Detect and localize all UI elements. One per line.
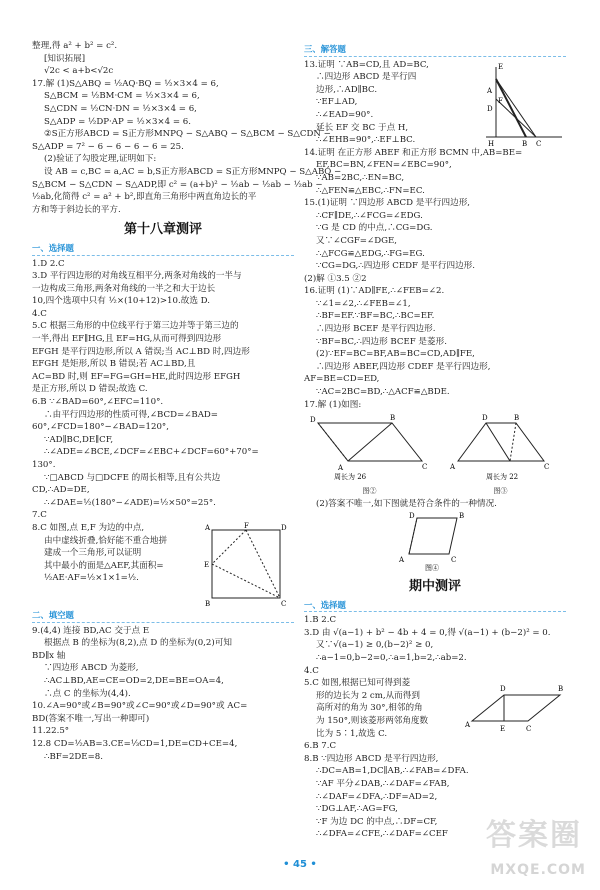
- label: E: [500, 725, 506, 734]
- label: C: [526, 725, 532, 734]
- line: 13.证明 ∵AB=CD,且 AD=BC,: [304, 59, 429, 70]
- line: 5.C 如图,根据已知可得到菱: [304, 678, 411, 689]
- line: CD,∴AD=DE,: [32, 485, 90, 496]
- q17-fig-captions: [304, 485, 566, 498]
- line: 60°,∠FCD=180°−∠BAD=120°,: [32, 422, 169, 433]
- line: 12.8 CD=½AB=3.CE=⅓CD=1,DE=CD+CE=4,: [32, 738, 238, 749]
- line: 8.C 如图,点 E,F 为边的中点,: [32, 522, 145, 533]
- square-figure: [204, 522, 288, 606]
- label: E: [498, 62, 504, 71]
- line: ②S正方形ABCD = S正方形MNPQ − S△ABQ − S△BCM − S△CDN −: [44, 129, 331, 140]
- line: 整理,得 a² + b² = c².: [32, 41, 118, 51]
- page-number: • 45 •: [283, 859, 317, 871]
- label: A: [399, 556, 405, 565]
- line: ∴△FEN≌△EBC,∴FN=EC.: [316, 185, 425, 196]
- line: 130°.: [32, 460, 56, 470]
- line: [知识拓展]: [44, 53, 86, 64]
- line: 1.D 2.C: [32, 258, 65, 269]
- line: (2)∵EF=BC=BF,AB=BC=CD,AD∥FE,: [316, 349, 475, 360]
- line: 4.C: [32, 308, 47, 319]
- line: S△ADP = 7² − 6 − 6 − 6 − 6 = 25.: [32, 141, 184, 152]
- q17-figure-3: [446, 411, 566, 485]
- label: A: [487, 86, 493, 95]
- line: 根据点 B 的坐标为(8,2),点 D 的坐标为(0,2)可知: [44, 638, 232, 649]
- line: AF=BE=CD=ED,: [304, 374, 380, 385]
- line: ∴AC⊥BD,AE=CE=OD=2,DE=BE=OA=4,: [44, 675, 224, 686]
- label: A: [465, 721, 471, 730]
- line: ∴四边形 ABCD 是平行四: [316, 72, 417, 83]
- q17-figure-4: [395, 510, 475, 572]
- label: A: [450, 463, 456, 472]
- line: ∴CF∥DE,∴∠FCG=∠EDG.: [316, 210, 423, 221]
- line: 又∵√(a−1) ≥ 0,(b−2)² ≥ 0,: [316, 640, 434, 651]
- line: 6.B ∵∠BAD=60°,∠EFC=110°.: [32, 397, 164, 408]
- label: D: [487, 104, 493, 113]
- watermark: [440, 818, 590, 884]
- line: ∴∠DAE=½(180°−∠ADE)=½×50°=25°.: [44, 497, 216, 508]
- label: A: [338, 464, 344, 473]
- line: 17.解 (1)如图:: [304, 399, 362, 410]
- caption: 图②: [362, 487, 377, 496]
- line: 10.∠A=90°或∠B=90°或∠C=90°或∠D=90°或 AC=: [32, 701, 248, 712]
- line: ∵G 是 CD 的中点,∴CG=DG.: [316, 223, 433, 234]
- section-heading: 二、填空题: [32, 609, 294, 623]
- line: 6.B 7.C: [304, 741, 337, 752]
- label: C: [451, 556, 457, 565]
- line: ½AE·AF=½×1×1=½.: [44, 573, 139, 584]
- line: 17.解 (1)S△ABQ = ½AQ·BQ = ½×3×4 = 6,: [32, 78, 219, 89]
- line: S△BCM = ½BM·CM = ½×3×4 = 6,: [44, 91, 200, 102]
- label: C: [422, 463, 428, 472]
- line: 又∵∠CGF=∠DGE,: [316, 235, 397, 246]
- line: 3.D 平行四边形的对角线互相平分,两条对角线的一半与: [32, 271, 242, 282]
- line: ∵AB=2BC,∴EN=BC,: [316, 172, 405, 183]
- line: AC=BD 时,则 EF=FG=GH=HE,此时四边形 EFGH: [32, 371, 241, 382]
- section-heading: 一、选择题: [32, 242, 294, 256]
- line: 10,四个选项中只有 ½×(10+12)>10.故选 D.: [32, 296, 210, 307]
- line: 建成一个三角形,可以证明: [44, 548, 142, 559]
- line: 一半,得出 EF∥HG,且 EF=HG,从而可得到四边形: [32, 334, 222, 345]
- label: D: [500, 685, 506, 694]
- line: ∵AD∥BC,DE∥CF,: [44, 434, 114, 445]
- label: B: [205, 599, 211, 608]
- label: D: [281, 523, 287, 532]
- label: B: [459, 512, 465, 521]
- label: D: [482, 414, 488, 423]
- label: C: [536, 139, 542, 148]
- line: 11.22.5°: [32, 726, 70, 737]
- q5-block: [304, 677, 566, 740]
- line: 3.D 由 √(a−1) + b² − 4b + 4 = 0,得 √(a−1) + (b−2)² = 0.: [304, 627, 551, 638]
- q17-figure-2: [304, 411, 434, 485]
- line: 一边构成三角形,两条对角线的一半之和大于边长: [32, 283, 216, 294]
- line: 设 AB = c,BC = a,AC = b,S正方形ABCD = S正方形MNPQ − S△ABQ −: [44, 166, 342, 177]
- line: (2)验证了勾股定理,证明如下:: [44, 154, 157, 165]
- line: ∴∠ADE=∠BCE,∠DCF=∠EBC+∠DCF=60°+70°=: [44, 447, 259, 458]
- q17-figures: [304, 411, 566, 485]
- line: (2)解 ①3.5 ②2: [304, 273, 367, 284]
- line: S△BCM − S△CDN − S△ADP,即 c² = (a+b)² − ½ab − ½ab − ½ab −: [32, 179, 323, 190]
- line: ∴BF=EF.∵BF=BC,∴BC=EF.: [316, 311, 435, 322]
- line: EFGH 是矩形,所以 B 错误;若 AC⊥BD,且: [32, 359, 196, 370]
- line: 由中虚线折叠,恰好能不重合地拼: [44, 535, 168, 546]
- q13-figure: [484, 59, 564, 147]
- q17-figure-4-wrap: [304, 510, 566, 577]
- label: C: [281, 599, 287, 608]
- line: 是正方形,所以 D 错误;故选 C.: [32, 384, 148, 395]
- q13-block: [304, 59, 566, 147]
- line: EF,BC=BN,∠FEN=∠EBC=90°,: [316, 160, 452, 171]
- line: √2c < a+b<√2c: [44, 66, 114, 77]
- line: 比为 5∶1,故选 C.: [316, 728, 388, 739]
- line: 1.B 2.C: [304, 615, 337, 626]
- label: D: [409, 512, 415, 521]
- caption: 周长为 26: [334, 473, 367, 482]
- line: 方和等于斜边长的平方.: [32, 204, 121, 215]
- line: 15.(1)证明 ∵四边形 ABCD 是平行四边形,: [304, 198, 471, 209]
- line: BD(答案不唯一,写出一种即可): [32, 713, 150, 724]
- q8-text: [32, 522, 204, 585]
- label: E: [204, 560, 210, 569]
- label: B: [390, 414, 396, 423]
- caption: 图③: [493, 487, 508, 496]
- line: ∴a−1=0,b−2=0,∴a=1,b=2,∴ab=2.: [316, 652, 467, 663]
- line: ∵BF=BC,∴四边形 BCEF 是菱形.: [316, 336, 447, 347]
- q5-text: [304, 677, 464, 740]
- line: ∵F 为边 DC 的中点,∴DF=CF,: [316, 816, 438, 827]
- q5-figure: [464, 677, 564, 737]
- line: (2)答案不唯一,如下图就是符合条件的一种情况.: [316, 498, 497, 509]
- line: 9.(4,4) 连接 BD,AC 交于点 E: [32, 625, 150, 636]
- line: 16.证明 (1)∵AD∥FE,∴∠FEB=∠2.: [304, 286, 445, 297]
- label: F: [244, 521, 249, 530]
- caption: 周长为 22: [486, 473, 519, 482]
- q13-text: [304, 59, 484, 147]
- label: F: [498, 96, 503, 105]
- line: ∴四边形 BCEF 是平行四边形.: [316, 324, 436, 335]
- line: 4.C: [304, 665, 319, 676]
- line: ∵CG=DG,∴四边形 CEDF 是平行四边形.: [316, 261, 475, 272]
- line: ∵EF⊥AD,: [316, 97, 358, 108]
- line: ∴∠EHB=90°,∴EF⊥BC.: [316, 135, 416, 146]
- line: ∴BF=2DE=8.: [44, 751, 103, 762]
- line: 为 150°,则该菱形两邻角度数: [316, 715, 429, 726]
- line: ∴四边形 ABEF,四边形 CDEF 是平行四边形,: [316, 361, 491, 372]
- section-heading: 一、选择题: [304, 599, 566, 613]
- line: ∵AC=2BC=BD,∴△ACF≌△BDE.: [316, 387, 450, 398]
- label: C: [544, 463, 550, 472]
- line: ∵四边形 ABCD 为菱形,: [44, 663, 139, 674]
- label: B: [514, 414, 520, 423]
- line: BD∥x 轴: [32, 650, 66, 661]
- line: ∵□ABCD 与□DCFE 的周长相等,且有公共边: [44, 472, 221, 483]
- line: 14.证明 在正方形 ABEF 和正方形 BCMN 中,AB=BE=: [304, 147, 523, 158]
- line: ∵AF 平分∠DAB,∴∠DAF=∠FAB,: [316, 778, 450, 789]
- line: ½ab,化简得 c² = a² + b²,即直角三角形中两直角边长的平: [32, 192, 257, 203]
- label: B: [522, 139, 528, 148]
- line: ∴∠EAD=90°.: [316, 109, 374, 120]
- chapter-title: 期中测评: [408, 579, 461, 594]
- line: 形的边长为 2 cm,从而得到: [316, 690, 420, 701]
- line: ∴由平行四边形的性质可得,∠BCD=∠BAD=: [44, 409, 219, 420]
- line: S△ADP = ½DP·AP = ½×3×4 = 6.: [44, 116, 191, 127]
- chapter-title: 第十八章测评: [123, 222, 202, 238]
- label: A: [205, 523, 211, 532]
- caption: 图④: [425, 564, 439, 573]
- watermark-logo-text: 答案圈: [486, 818, 582, 853]
- q8-block: [32, 522, 294, 606]
- line: 其中最小的面是△AEF,其面积=: [44, 560, 164, 571]
- label: B: [558, 685, 564, 694]
- line: S△CDN = ½CN·DN = ½×3×4 = 6,: [44, 103, 197, 114]
- page-number-value: 45: [293, 859, 307, 871]
- section-heading: 三、解答题: [304, 43, 566, 57]
- line: ∴∠DFA=∠CFE,∴∠DAF=∠CEF: [316, 829, 448, 840]
- line: ∴DC=AB=1,DC∥AB,∴∠FAB=∠DFA.: [316, 766, 469, 777]
- line: 7.C: [32, 510, 47, 521]
- line: 8.B ∵四边形 ABCD 是平行四边形,: [304, 753, 439, 764]
- line: ∴△FCG≌△EDG,∴FG=EG.: [316, 248, 425, 259]
- line: 边形,∴AD∥BC.: [316, 84, 378, 95]
- line: ∵∠1=∠2,∴∠FEB=∠1,: [316, 298, 411, 309]
- line: 5.C 根据三角形的中位线平行于第三边并等于第三边的: [32, 321, 239, 332]
- right-column: [304, 40, 566, 841]
- label: D: [310, 416, 316, 425]
- line: ∴点 C 的坐标为(4,4).: [44, 688, 131, 699]
- line: 高所对的角为 30°,相邻的角: [316, 703, 423, 714]
- line: ∴∠DAF=∠DFA,∴DF=AD=2,: [316, 791, 438, 802]
- line: 延长 EF 交 BC 于点 H,: [316, 122, 409, 133]
- watermark-url: MXQE.COM: [490, 862, 586, 878]
- label: H: [488, 139, 495, 148]
- line: ∵DG⊥AF,∴AG=FG,: [316, 804, 398, 815]
- line: EFGH 是平行四边形,所以 A 错误;当 AC⊥BD 时,四边形: [32, 346, 250, 357]
